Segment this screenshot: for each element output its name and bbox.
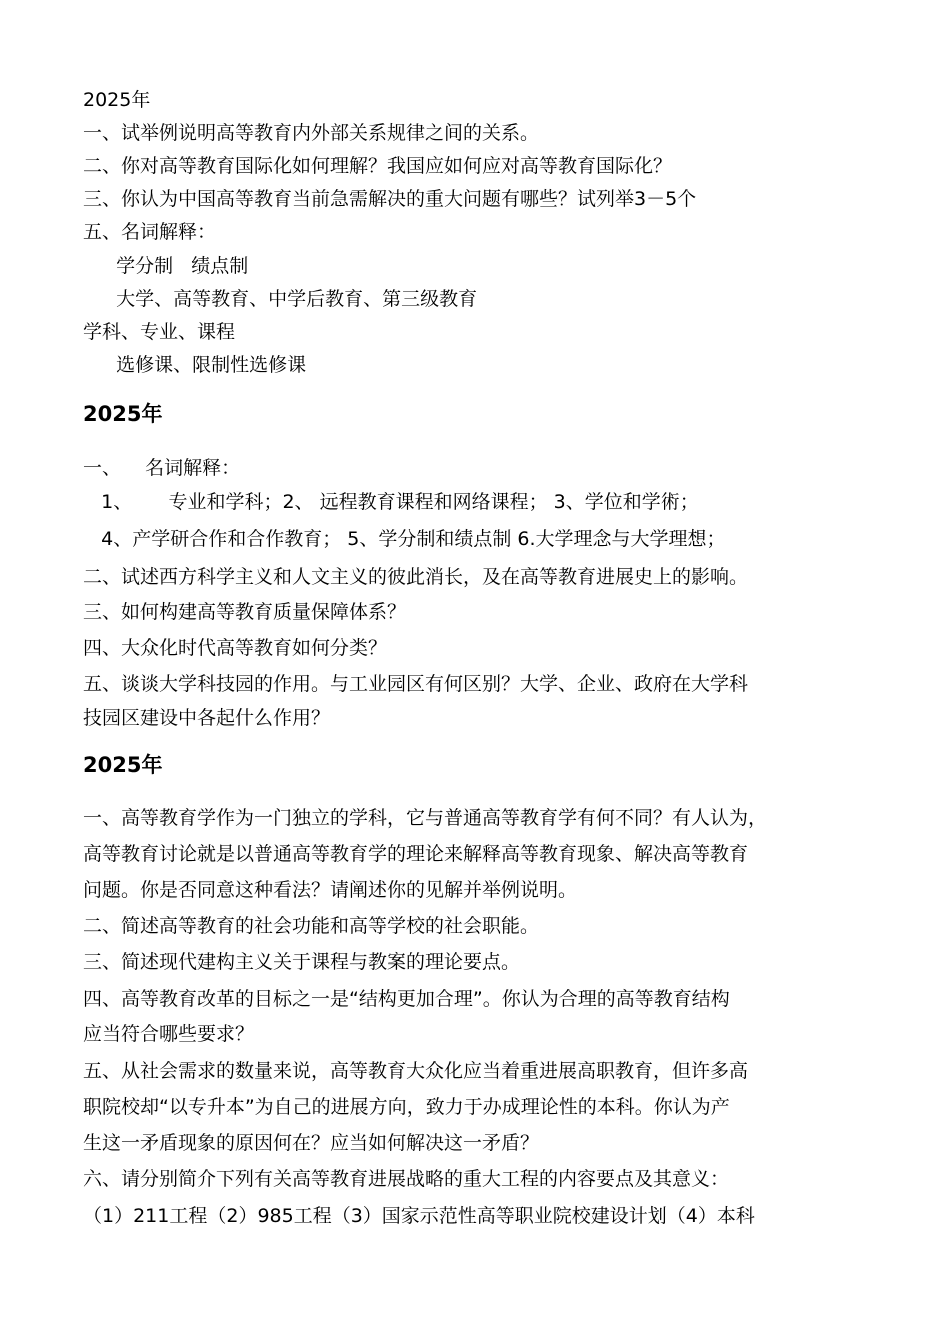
section1-line-1: 一、试举例说明高等教育内外部关系规律之间的关系。 [83,122,540,144]
section2-line-5: 三、如何构建高等教育质量保障体系？ [83,601,407,623]
section1-line-6: 大学、高等教育、中学后教育、第三级教育 [104,288,478,310]
section3-line-8: 五、从社会需求的数量来说，高等教育大众化应当着重进展高职教育，但许多高 [83,1060,749,1082]
section3-line-3: 问题。你是否同意这种看法？请阐述你的见解并举例说明。 [83,879,578,901]
section3-line-10: 生这一矛盾现象的原因何在？应当如何解决这一矛盾？ [83,1132,540,1154]
section1-line-8: 选修课、限制性选修课 [104,354,307,376]
section2-line-6: 四、大众化时代高等教育如何分类？ [83,637,388,659]
section1-line-7: 学科、专业、课程 [83,321,236,343]
section2-line-3: 4、产学研合作和合作教育； 5、学分制和绩点制 6.大学理念与大学理想； [83,528,726,550]
section3-line-5: 三、简述现代建构主义关于课程与教案的理论要点。 [83,951,521,973]
section1-line-4: 五、名词解释： [83,221,217,243]
section2-line-1: 一、 名词解释： [83,457,241,479]
section2-title: 2025年 [83,402,163,426]
section3-line-2: 高等教育讨论就是以普通高等教育学的理论来解释高等教育现象、解决高等教育 [83,843,749,865]
section3-line-12: （1）211工程（2）985工程（3）国家示范性高等职业院校建设计划（4）本科 [83,1205,755,1227]
section3-line-1: 一、高等教育学作为一门独立的学科，它与普通高等教育学有何不同？有人认为， [83,807,768,829]
section1-title: 2025年 [83,89,151,111]
section3-line-6: 四、高等教育改革的目标之一是“结构更加合理”。你认为合理的高等教育结构 [83,988,730,1010]
section3-line-11: 六、请分别简介下列有关高等教育进展战略的重大工程的内容要点及其意义： [83,1168,730,1190]
section2-line-2: 1、 专业和学科；2、 远程教育课程和网络课程； 3、学位和学術； [83,491,699,513]
section2-line-8: 技园区建设中各起什么作用？ [83,707,331,729]
section3-line-4: 二、简述高等教育的社会功能和高等学校的社会职能。 [83,915,540,937]
section2-line-4: 二、试述西方科学主义和人文主义的彼此消长，及在高等教育进展史上的影响。 [83,566,749,588]
section2-line-7: 五、谈谈大学科技园的作用。与工业园区有何区别？大学、企业、政府在大学科 [83,673,749,695]
section1-line-2: 二、你对高等教育国际化如何理解？我国应如何应对高等教育国际化？ [83,155,673,177]
section1-line-5: 学分制 绩点制 [104,255,249,277]
section3-line-9: 职院校却“以专升本”为自己的进展方向，致力于办成理论性的本科。你认为产 [83,1096,730,1118]
section1-line-3: 三、你认为中国高等教育当前急需解决的重大问题有哪些？试列举3－5个 [83,188,697,210]
section3-line-7: 应当符合哪些要求？ [83,1023,255,1045]
section3-title: 2025年 [83,753,163,777]
